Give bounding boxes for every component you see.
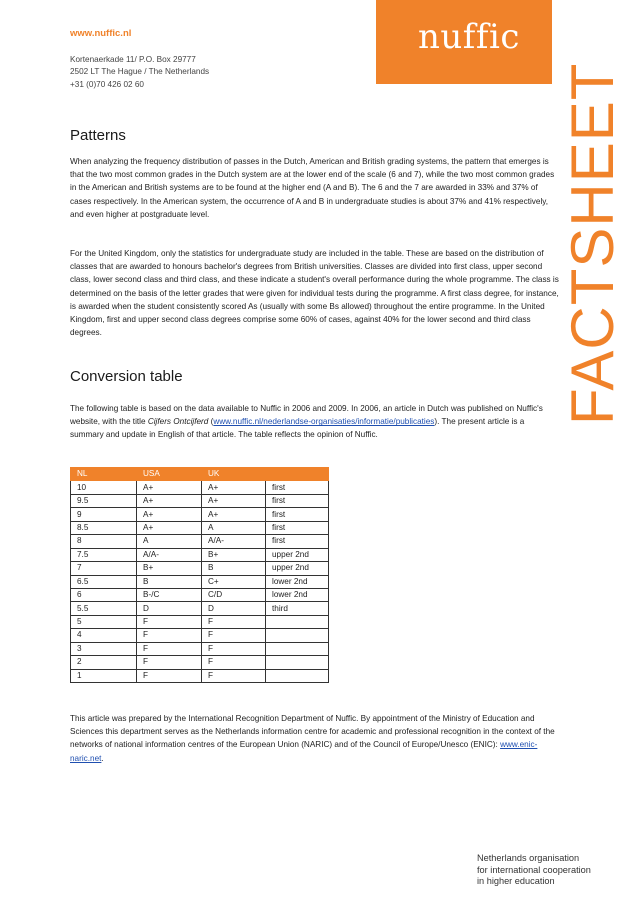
cell-class: first — [266, 521, 329, 534]
patterns-heading: Patterns — [70, 127, 126, 144]
cell-nl: 9.5 — [71, 494, 137, 507]
address-line: Kortenaerkade 11/ P.O. Box 29777 — [70, 55, 196, 64]
cell-usa: F — [137, 656, 202, 669]
patterns-paragraph-1: When analyzing the frequency distribution of passes in the Dutch, American and British grading systems, the pattern that emerges is that the two most common grades in the Dutch system are at the lower end of the scale (6 and 7), while the two most common grades in the American and British systems are to be found at the higher end (A and B). The 6 and the 7 are awarded in 33% and 37% of cases respectively. In the American system, the occurrence of A and B in undergraduate studies is about 37% and 41% respectively, and even higher at postgraduate level. — [70, 157, 555, 219]
closing-text: . — [101, 753, 104, 763]
cell-uk: F — [202, 642, 266, 655]
cell-nl: 2 — [71, 656, 137, 669]
cell-uk: A+ — [202, 508, 266, 521]
header-class — [266, 468, 329, 481]
table-row — [71, 602, 329, 615]
cell-usa: A+ — [137, 508, 202, 521]
conversion-heading: Conversion table — [70, 368, 183, 385]
intro-article-title: Cijfers Ontcijferd — [147, 417, 209, 427]
cell-nl: 5.5 — [71, 602, 137, 615]
cell-class: lower 2nd — [266, 588, 329, 601]
cell-usa: B+ — [137, 562, 202, 575]
table-row — [71, 629, 329, 642]
header-usa: USA — [137, 468, 202, 481]
intro-text: The following table is based on the data available to Nuffic in 2006 and 2009. In 2006, an article in Dutch was published on Nuffic's website, with the title — [70, 404, 543, 427]
cell-class: upper 2nd — [266, 548, 329, 561]
cell-uk: A — [202, 521, 266, 534]
cell-nl: 6.5 — [71, 575, 137, 588]
cell-usa: B — [137, 575, 202, 588]
conversion-table — [70, 467, 329, 683]
cell-class: first — [266, 508, 329, 521]
table-row — [71, 548, 329, 561]
cell-uk: D — [202, 602, 266, 615]
cell-class: first — [266, 481, 329, 494]
cell-usa: F — [137, 669, 202, 682]
cell-usa: A+ — [137, 481, 202, 494]
cell-usa: A+ — [137, 521, 202, 534]
table-row — [71, 562, 329, 575]
cell-class — [266, 656, 329, 669]
header-nl: NL — [71, 468, 137, 481]
cell-uk: F — [202, 615, 266, 628]
cell-nl: 3 — [71, 642, 137, 655]
nuffic-logo — [376, 0, 552, 84]
cell-uk: A/A- — [202, 535, 266, 548]
cell-class: first — [266, 535, 329, 548]
header-uk: UK — [202, 468, 266, 481]
cell-nl: 8 — [71, 535, 137, 548]
table-row — [71, 481, 329, 494]
table-row — [71, 615, 329, 628]
footer-organisation — [477, 853, 591, 888]
cell-nl: 7 — [71, 562, 137, 575]
cell-uk: A+ — [202, 494, 266, 507]
cell-uk: F — [202, 629, 266, 642]
enic-naric-link[interactable]: www.enic-naric.net — [70, 740, 538, 763]
cell-nl: 4 — [71, 629, 137, 642]
table-row — [71, 508, 329, 521]
closing-paragraph — [70, 712, 562, 765]
cell-nl: 6 — [71, 588, 137, 601]
cell-uk: F — [202, 656, 266, 669]
cell-usa: A — [137, 535, 202, 548]
cell-uk: A+ — [202, 481, 266, 494]
table-row — [71, 656, 329, 669]
address-line: 2502 LT The Hague / The Netherlands — [70, 67, 210, 77]
cell-nl: 7.5 — [71, 548, 137, 561]
table-header-row — [71, 468, 329, 481]
factsheet-side-label: FACTSHEET — [559, 62, 626, 425]
cell-class — [266, 642, 329, 655]
address-line: +31 (0)70 426 02 60 — [70, 79, 144, 89]
cell-uk: C+ — [202, 575, 266, 588]
cell-nl: 5 — [71, 615, 137, 628]
logo-text: nuffic — [418, 17, 520, 57]
cell-usa: B-/C — [137, 588, 202, 601]
cell-class — [266, 615, 329, 628]
cell-usa: F — [137, 629, 202, 642]
cell-uk: C/D — [202, 588, 266, 601]
footer-line: for international cooperation — [477, 864, 591, 875]
table-row — [71, 521, 329, 534]
cell-usa: D — [137, 602, 202, 615]
table-row — [71, 642, 329, 655]
cell-usa: A/A- — [137, 548, 202, 561]
table-row — [71, 535, 329, 548]
cell-class — [266, 669, 329, 682]
table-row — [71, 669, 329, 682]
cell-nl: 1 — [71, 669, 137, 682]
conversion-intro — [70, 402, 560, 442]
table-body — [71, 481, 329, 683]
cell-class: upper 2nd — [266, 562, 329, 575]
header-url[interactable]: www.nuffic.nl — [70, 28, 132, 39]
footer-line: Netherlands organisation — [477, 853, 580, 863]
cell-uk: B+ — [202, 548, 266, 561]
cell-class — [266, 629, 329, 642]
closing-text: This article was prepared by the International Recognition Department of Nuffic. By appointment of the Ministry of Education and Sciences this department serves as the Netherlands information centre for academic and professional recognition in the context of the networks of national information centres of the European Union (NARIC) and of the Council of Europe/Unesco (ENIC): — [70, 714, 555, 750]
cell-usa: A+ — [137, 494, 202, 507]
cell-nl: 10 — [71, 481, 137, 494]
table-row — [71, 588, 329, 601]
cell-class: lower 2nd — [266, 575, 329, 588]
cell-usa: F — [137, 615, 202, 628]
table-row — [71, 494, 329, 507]
intro-text: ( — [208, 417, 214, 427]
footer-line: in higher education — [477, 876, 555, 887]
cell-class: third — [266, 602, 329, 615]
cell-nl: 8.5 — [71, 521, 137, 534]
intro-text: ). The present article is a summary and update in English of that article. The table reflects the opinion of Nuffic. — [70, 417, 525, 440]
cell-nl: 9 — [71, 508, 137, 521]
cell-usa: F — [137, 642, 202, 655]
patterns-paragraph-2: For the United Kingdom, only the statistics for undergraduate study are included in the table. These are based on the distribution of classes that are awarded to honours bachelor's degrees from British universities. Classes are divided into first class, upper second class, lower second class and third class, and these indicate a student's overall performance during the whole programme. The class is determined on the basis of the letter grades that were given for individual tests during the programme. A first class degree, for instance, is awarded when the student consistently scored As (usually with some Bs allowed) throughout the entire programme. In the United Kingdom, first and upper second class degrees comprise some 60% of cases, against 40% for the lower second and third class degrees. — [70, 249, 559, 338]
table-row — [71, 575, 329, 588]
publications-link[interactable]: www.nuffic.nl/nederlandse-organisaties/informatie/publicaties — [213, 417, 435, 427]
cell-class: first — [266, 494, 329, 507]
address-block — [70, 54, 209, 91]
cell-uk: F — [202, 669, 266, 682]
cell-uk: B — [202, 562, 266, 575]
